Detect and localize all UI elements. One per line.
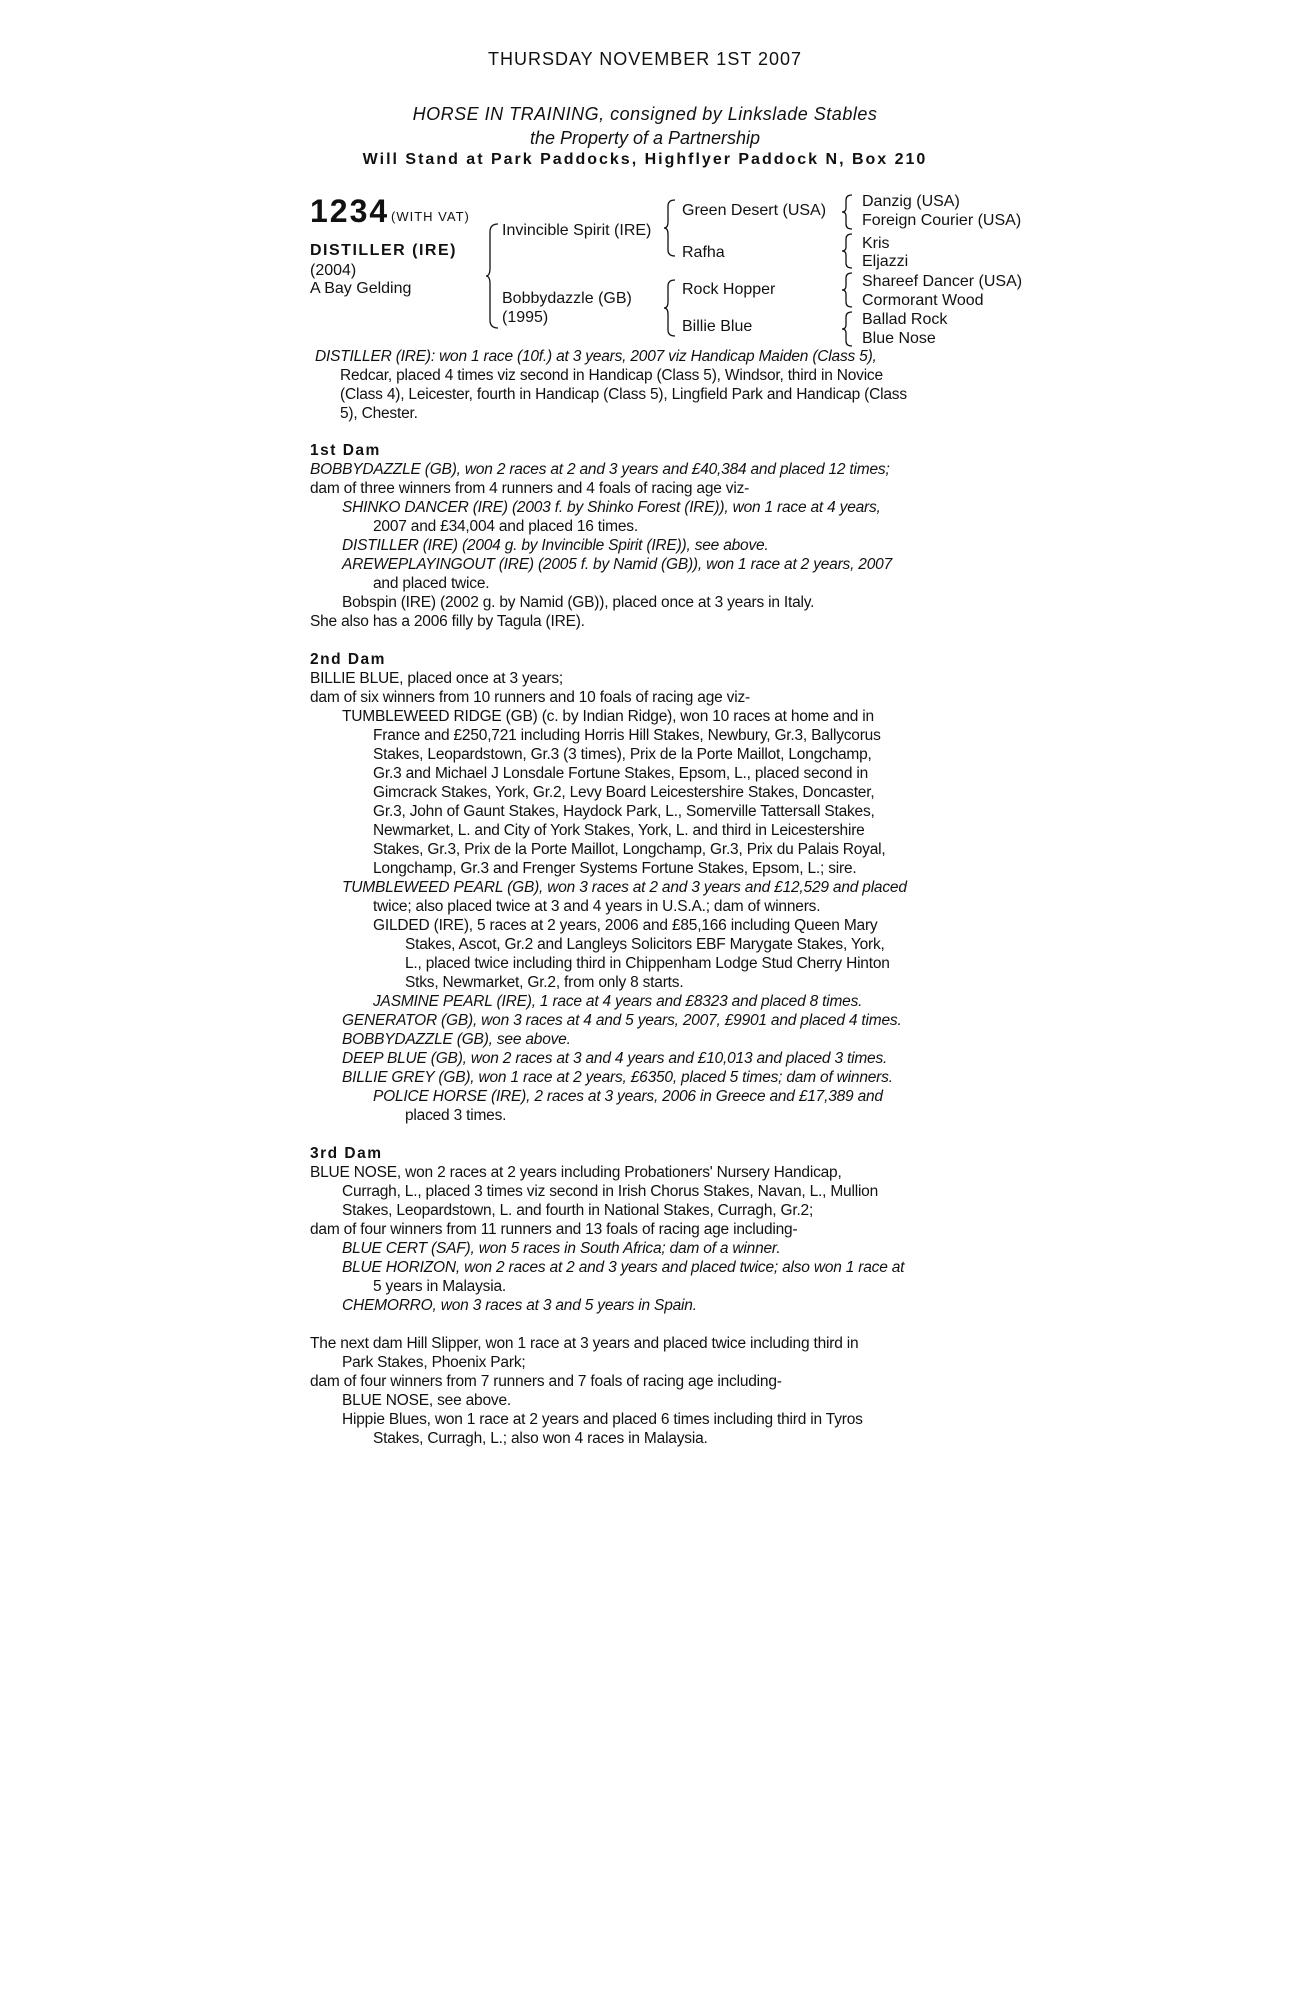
pedigree-bracket-ggp-1 [842, 193, 854, 231]
pedigree-bracket-dam [664, 278, 678, 338]
progeny-line: Stakes, Leopardstown, Gr.3 (3 times), Prix de la Porte Maillot, Longchamp, [373, 746, 872, 763]
horse-description: A Bay Gelding [310, 280, 412, 297]
dam-record-line: Curragh, L., placed 3 times viz second in Irish Chorus Stakes, Navan, L., Mullion [342, 1183, 879, 1200]
progeny-line: BILLIE GREY (GB), won 1 race at 2 years, £6350, placed 5 times; dam of winners. [342, 1069, 893, 1086]
dam-year: (1995) [502, 309, 549, 326]
progeny-line: BLUE HORIZON, won 2 races at 2 and 3 years and placed twice; also won 1 race at [342, 1259, 905, 1276]
progeny-line: BLUE CERT (SAF), won 5 races in South Africa; dam of a winner. [342, 1240, 781, 1257]
progeny-line: France and £250,721 including Horris Hill Stakes, Newbury, Gr.3, Ballycorus [373, 727, 881, 744]
progeny-line: SHINKO DANCER (IRE) (2003 f. by Shinko Forest (IRE)), won 1 race at 4 years, [342, 499, 881, 516]
next-dam-line: Park Stakes, Phoenix Park; [342, 1354, 526, 1371]
ggp-1: Danzig (USA) [862, 193, 960, 210]
progeny-line: Bobspin (IRE) (2002 g. by Namid (GB)), placed once at 3 years in Italy. [342, 594, 815, 611]
progeny-line: Stakes, Curragh, L.; also won 4 races in Malaysia. [373, 1430, 708, 1447]
race-record-line: (Class 4), Leicester, fourth in Handicap (Class 5), Lingfield Park and Handicap (Class [340, 386, 907, 403]
ggp-2: Foreign Courier (USA) [862, 212, 1022, 229]
progeny-line: 5 years in Malaysia. [373, 1278, 506, 1295]
pedigree-bracket-sire [664, 198, 678, 258]
dam-record-line: Stakes, Leopardstown, L. and fourth in National Stakes, Curragh, Gr.2; [342, 1202, 814, 1219]
ggp-3: Kris [862, 235, 890, 252]
dam-record-line: BILLIE BLUE, placed once at 3 years; [310, 670, 564, 687]
dam-record-line: dam of three winners from 4 runners and 4 foals of racing age viz- [310, 480, 750, 497]
progeny-line: Stakes, Ascot, Gr.2 and Langleys Solicitors EBF Marygate Stakes, York, [405, 936, 885, 953]
progeny-line: Gr.3, John of Gaunt Stakes, Haydock Park, L., Somerville Tattersall Stakes, [373, 803, 875, 820]
section-heading-3rd-dam: 3rd Dam [310, 1145, 383, 1162]
progeny-line: DISTILLER (IRE) (2004 g. by Invincible Spirit (IRE)), see above. [342, 537, 769, 554]
foaling-year: (2004) [310, 262, 357, 279]
dam: Bobbydazzle (GB) [502, 290, 632, 307]
dam-record-line: dam of four winners from 11 runners and 13 foals of racing age including- [310, 1221, 798, 1238]
progeny-line: 2007 and £34,004 and placed 16 times. [373, 518, 638, 535]
progeny-line: DEEP BLUE (GB), won 2 races at 3 and 4 years and £10,013 and placed 3 times. [342, 1050, 888, 1067]
progeny-line: Hippie Blues, won 1 race at 2 years and placed 6 times including third in Tyros [342, 1411, 863, 1428]
pedigree-bracket-main [486, 222, 502, 330]
sire-sire: Green Desert (USA) [682, 202, 827, 219]
race-record-line: DISTILLER (IRE): won 1 race (10f.) at 3 years, 2007 viz Handicap Maiden (Class 5), [315, 348, 877, 365]
vat-note: (WITH VAT) [391, 209, 470, 224]
ggp-8: Blue Nose [862, 330, 936, 347]
consignment-line: HORSE IN TRAINING, consigned by Linkslade Stables [412, 104, 878, 124]
sire-dam: Rafha [682, 244, 725, 261]
dam-sire: Rock Hopper [682, 281, 776, 298]
progeny-line: Gr.3 and Michael J Lonsdale Fortune Stakes, Epsom, L., placed second in [373, 765, 869, 782]
lot-number: 1234 [310, 193, 390, 229]
progeny-line: L., placed twice including third in Chippenham Lodge Stud Cherry Hinton [405, 955, 890, 972]
sire: Invincible Spirit (IRE) [502, 222, 652, 239]
ggp-4: Eljazzi [862, 253, 909, 270]
progeny-line: BLUE NOSE, see above. [342, 1392, 511, 1409]
progeny-line: placed 3 times. [405, 1107, 507, 1124]
progeny-line: GILDED (IRE), 5 races at 2 years, 2006 and £85,166 including Queen Mary [373, 917, 878, 934]
property-line: the Property of a Partnership [529, 128, 761, 148]
dam-dam: Billie Blue [682, 318, 753, 335]
section-heading-1st-dam: 1st Dam [310, 442, 381, 459]
progeny-line: JASMINE PEARL (IRE), 1 race at 4 years and £8323 and placed 8 times. [373, 993, 863, 1010]
dam-record-line: BLUE NOSE, won 2 races at 2 years including Probationers' Nursery Handicap, [310, 1164, 842, 1181]
progeny-line: twice; also placed twice at 3 and 4 years in U.S.A.; dam of winners. [373, 898, 821, 915]
progeny-line: She also has a 2006 filly by Tagula (IRE). [310, 613, 585, 630]
race-record-line: Redcar, placed 4 times viz second in Handicap (Class 5), Windsor, third in Novice [340, 367, 883, 384]
progeny-line: Newmarket, L. and City of York Stakes, York, L. and third in Leicestershire [373, 822, 865, 839]
progeny-line: AREWEPLAYINGOUT (IRE) (2005 f. by Namid (GB)), won 1 race at 2 years, 2007 [342, 556, 892, 573]
location-line: Will Stand at Park Paddocks, Highflyer Paddock N, Box 210 [362, 151, 928, 168]
progeny-line: CHEMORRO, won 3 races at 3 and 5 years in Spain. [342, 1297, 697, 1314]
progeny-line: Longchamp, Gr.3 and Frenger Systems Fortune Stakes, Epsom, L.; sire. [373, 860, 857, 877]
progeny-line: BOBBYDAZZLE (GB), see above. [342, 1031, 571, 1048]
dam-record-line: dam of six winners from 10 runners and 10 foals of racing age viz- [310, 689, 750, 706]
progeny-line: GENERATOR (GB), won 3 races at 4 and 5 years, 2007, £9901 and placed 4 times. [342, 1012, 902, 1029]
progeny-line: TUMBLEWEED RIDGE (GB) (c. by Indian Ridge), won 10 races at home and in [342, 708, 874, 725]
progeny-line: TUMBLEWEED PEARL (GB), won 3 races at 2 and 3 years and £12,529 and placed [342, 879, 907, 896]
section-heading-2nd-dam: 2nd Dam [310, 651, 386, 668]
progeny-line: and placed twice. [373, 575, 490, 592]
progeny-line: Stakes, Gr.3, Prix de la Porte Maillot, Longchamp, Gr.3, Prix du Palais Royal, [373, 841, 886, 858]
progeny-line: Stks, Newmarket, Gr.2, from only 8 starts. [405, 974, 684, 991]
progeny-line: Gimcrack Stakes, York, Gr.2, Levy Board Leicestershire Stakes, Doncaster, [373, 784, 875, 801]
progeny-line: POLICE HORSE (IRE), 2 races at 3 years, 2006 in Greece and £17,389 and [373, 1088, 883, 1105]
next-dam-line: dam of four winners from 7 runners and 7 foals of racing age including- [310, 1373, 782, 1390]
ggp-7: Ballad Rock [862, 311, 948, 328]
ggp-5: Shareef Dancer (USA) [862, 273, 1023, 290]
dam-record-line: BOBBYDAZZLE (GB), won 2 races at 2 and 3 years and £40,384 and placed 12 times; [310, 461, 890, 478]
sale-date: THURSDAY NOVEMBER 1ST 2007 [487, 49, 803, 69]
pedigree-bracket-ggp-4 [842, 310, 854, 348]
horse-name: DISTILLER (IRE) [310, 242, 457, 259]
next-dam-line: The next dam Hill Slipper, won 1 race at 3 years and placed twice including third in [310, 1335, 859, 1352]
pedigree-bracket-ggp-2 [842, 232, 854, 270]
pedigree-bracket-ggp-3 [842, 271, 854, 309]
ggp-6: Cormorant Wood [862, 292, 984, 309]
race-record-line: 5), Chester. [340, 405, 418, 422]
